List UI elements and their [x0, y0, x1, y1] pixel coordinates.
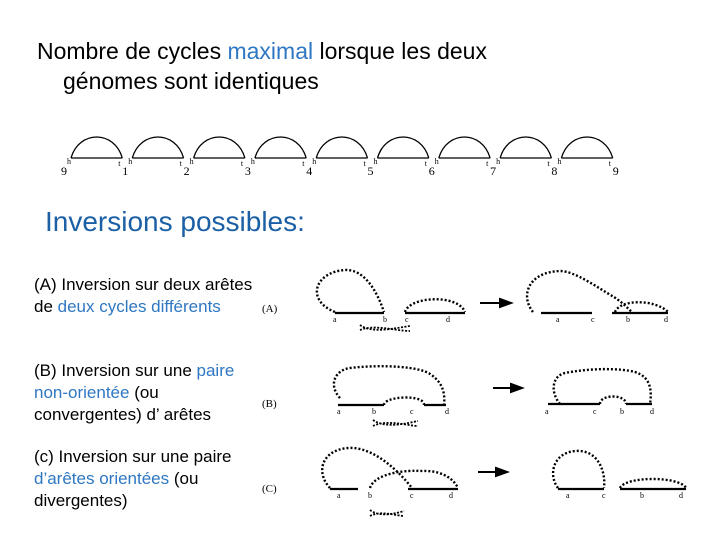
- case-b-after-inner-cycle: [600, 397, 626, 405]
- case-a-label-a: a: [333, 315, 337, 324]
- case-text-part: (ou convergentes) d’ arêtes: [34, 383, 212, 424]
- gene-number: 7: [490, 164, 497, 178]
- case-a-after-label-a: a: [556, 315, 560, 324]
- gene-number: 4: [306, 164, 313, 178]
- case-a-label-d: d: [446, 315, 450, 324]
- case-b-diagram: [262, 366, 654, 426]
- tail-label: t: [547, 159, 550, 168]
- title-part-2: lorsque les deux: [313, 38, 487, 64]
- case-a-diagram: [262, 270, 668, 331]
- case-c-after-label-a: a: [566, 491, 570, 500]
- case-a-after-label-b: b: [626, 315, 630, 324]
- head-label: h: [128, 157, 133, 166]
- case-c-before-cycle-1: [322, 448, 412, 488]
- cycle-arc: [439, 137, 490, 158]
- case-b-label-b: b: [372, 407, 376, 416]
- case-c-after-cycle-1: [553, 451, 604, 488]
- gene-number: 1: [122, 164, 129, 178]
- case-b-after-label-c: c: [593, 407, 597, 416]
- case-b-after-label-a: a: [545, 407, 549, 416]
- case-a-after-label-c: c: [591, 315, 595, 324]
- cycle-arc: [561, 137, 612, 158]
- case-a-swap-mark: [360, 325, 410, 331]
- head-label: h: [434, 157, 439, 166]
- head-label: h: [67, 157, 71, 166]
- case-a-after-label-d: d: [664, 315, 668, 324]
- case-c-after-label-c: c: [602, 491, 606, 500]
- gene-number: 9: [612, 164, 619, 178]
- case-a-label-c: c: [405, 315, 409, 324]
- case-c-label-c: c: [410, 491, 414, 500]
- gene-number: 3: [244, 164, 251, 178]
- case-c-after-label-d: d: [679, 491, 683, 500]
- case-c-after-label-b: b: [640, 491, 644, 500]
- tail-label: t: [240, 159, 244, 168]
- case-text-part: paire non-orientée: [34, 361, 235, 402]
- case-c-swap-mark: [370, 510, 404, 516]
- case-c-tag: (C): [262, 483, 277, 495]
- tail-label: t: [363, 159, 366, 168]
- title-part-1: Nombre de cycles: [37, 38, 228, 64]
- identical-genome-cycles: [61, 137, 619, 178]
- case-c-diagram: [262, 448, 686, 516]
- case-text-part: (A) Inversion sur deux arêtes de: [34, 275, 253, 316]
- case-b-before-outer-cycle: [334, 366, 444, 405]
- gene-number: 6: [428, 164, 435, 178]
- case-a-tag: (A): [262, 303, 278, 315]
- case-b-after-label-b: b: [620, 407, 624, 416]
- case-b-label-a: a: [337, 407, 341, 416]
- tail-label: t: [179, 159, 182, 168]
- cycle-arc: [378, 137, 429, 158]
- case-text-part: (B) Inversion sur une: [34, 361, 197, 380]
- case-b-after-label-d: d: [650, 407, 654, 416]
- tail-label: t: [486, 159, 489, 168]
- case-a-before-cycle-2: [405, 299, 465, 312]
- head-label: h: [557, 157, 562, 166]
- case-text-part: (ou divergentes): [34, 469, 199, 510]
- case-c-arrow: [478, 468, 507, 476]
- case-c-after-cycle-2: [620, 479, 686, 488]
- tail-label: t: [118, 159, 121, 168]
- tail-label: t: [424, 159, 428, 168]
- cycle-arc: [316, 137, 367, 158]
- case-b-label-c: c: [410, 407, 414, 416]
- cycle-arc: [255, 137, 306, 158]
- head-label: h: [312, 157, 317, 166]
- cycle-arc: [132, 137, 183, 158]
- case-b-before-inner-cycle: [384, 397, 424, 405]
- case-c-label-a: a: [337, 491, 341, 500]
- head-label: h: [250, 157, 255, 166]
- gene-number: 5: [367, 164, 374, 178]
- cycle-arc: [194, 137, 245, 158]
- section-heading: Inversions possibles:: [45, 206, 305, 237]
- gene-number: 9: [61, 164, 67, 178]
- cycle-arc: [71, 137, 122, 158]
- head-label: h: [373, 157, 378, 166]
- gene-number: 8: [551, 164, 558, 178]
- tail-label: t: [608, 159, 611, 168]
- case-text-part: deux cycles différents: [57, 297, 221, 316]
- case-a-arrow: [480, 299, 511, 307]
- title-line-2: génomes sont identiques: [63, 68, 319, 94]
- case-a-label-b: b: [383, 315, 387, 324]
- case-a-before-cycle-1: [317, 270, 384, 312]
- case-c-label-d: d: [449, 491, 453, 500]
- head-label: h: [189, 157, 194, 166]
- cycle-arc: [500, 137, 551, 158]
- case-a-after-cycle-2: [615, 302, 668, 312]
- case-text-part: d’arêtes orientées: [34, 469, 170, 488]
- title-highlight: maximal: [227, 38, 314, 64]
- case-b-swap-mark: [373, 420, 418, 426]
- gene-number: 2: [183, 164, 190, 178]
- case-b-arrow: [493, 384, 522, 392]
- case-b-label-d: d: [445, 407, 449, 416]
- case-c-label-b: b: [368, 491, 372, 500]
- case-b-tag: (B): [262, 398, 277, 410]
- case-text-part: (c) Inversion sur une paire: [34, 447, 232, 466]
- head-label: h: [496, 157, 501, 166]
- case-c-before-cycle-2: [370, 471, 458, 488]
- case-a-after-cycle-1: [527, 271, 632, 312]
- tail-label: t: [302, 159, 305, 168]
